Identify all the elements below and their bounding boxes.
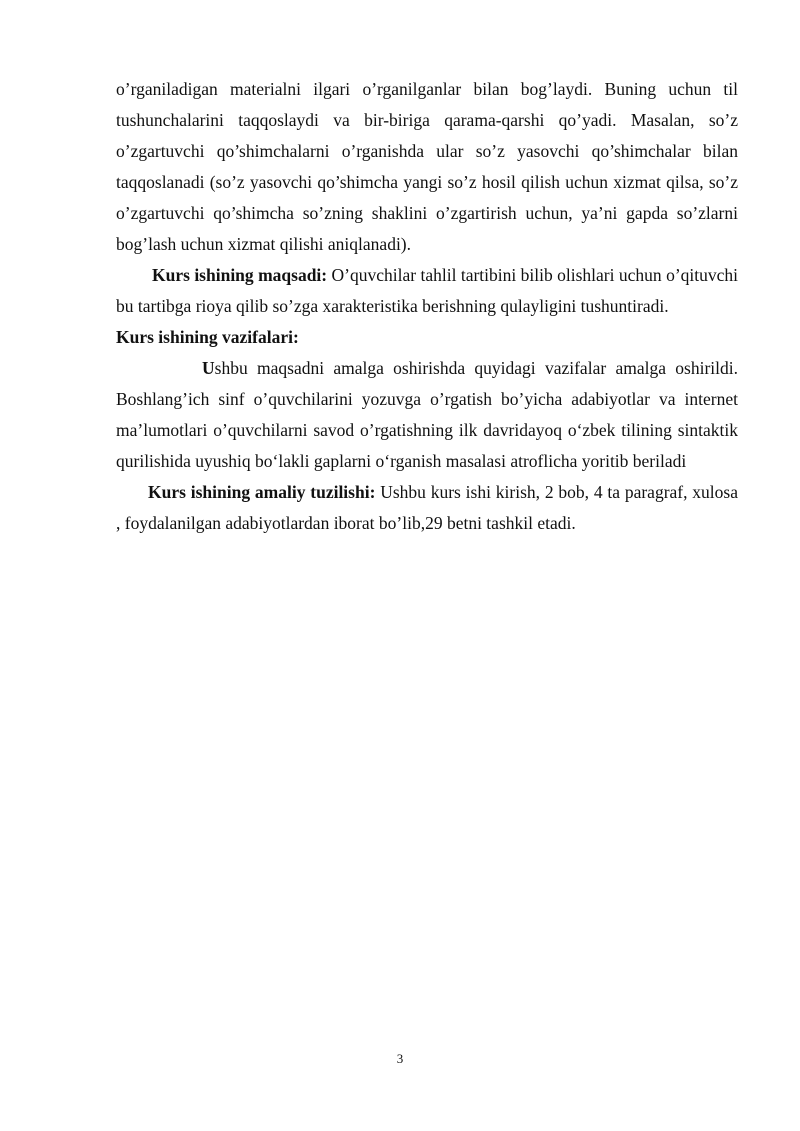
tasks-paragraph	[116, 353, 738, 477]
intro-paragraph: o’rganiladigan materialni ilgari o’rganilganlar bilan bog’laydi. Buning uchun til tushunchalarini taqqoslaydi va bir-biriga qarama-qarshi qo’yadi. Masalan, so’z o’zgartuvchi qo’shimchalarni o’rganishda ular so’z yasovchi qo’shimchalar bilan taqqoslanadi (so’z yasovchi qo’shimcha yangi so’z hosil qilish uchun xizmat qilsa, so’z o’zgartuvchi qo’shimcha so’zning shaklini o’zgartirish uchun, ya’ni gapda so’zlarni bog’lash uchun xizmat qilishi aniqlanadi).	[116, 79, 738, 254]
goal-text: O’quvchilar tahlil tartibini bilib olishlari uchun o’qituvchi bu tartibga rioya qilib so’zga xarakteristika berishning qulayligini tushuntiradi.	[116, 265, 739, 316]
goal-paragraph	[116, 260, 738, 322]
structure-paragraph	[116, 477, 738, 539]
structure-label: Kurs ishining amaliy tuzilishi:	[148, 482, 376, 502]
page-number: 3	[396, 1051, 404, 1066]
goal-label: Kurs ishining maqsadi:	[152, 265, 328, 285]
tasks-first-letter: U	[202, 358, 215, 378]
document-page	[116, 74, 738, 539]
tasks-heading: Kurs ishining vazifalari:	[116, 327, 299, 347]
structure-text: Ushbu kurs ishi kirish, 2 bob, 4 ta paragraf, xulosa , foydalanilgan adabiyotlardan iborat bo’lib,29 betni tashkil etadi.	[116, 482, 738, 533]
tasks-text: shbu maqsadni amalga oshirishda quyidagi vazifalar amalga oshirildi. Boshlang’ich sinf o’quvchilarini yozuvga o’rgatish bo’yicha adabiyotlar va internet ma’lumotlari o’quvchilarni savod o’rgatishning ilk davridayoq o‘zbek tilining sintaktik qurilishida uyushiq bo‘lakli gaplarni o‘rganish masalasi atroflicha yoritib beriladi	[116, 358, 738, 471]
